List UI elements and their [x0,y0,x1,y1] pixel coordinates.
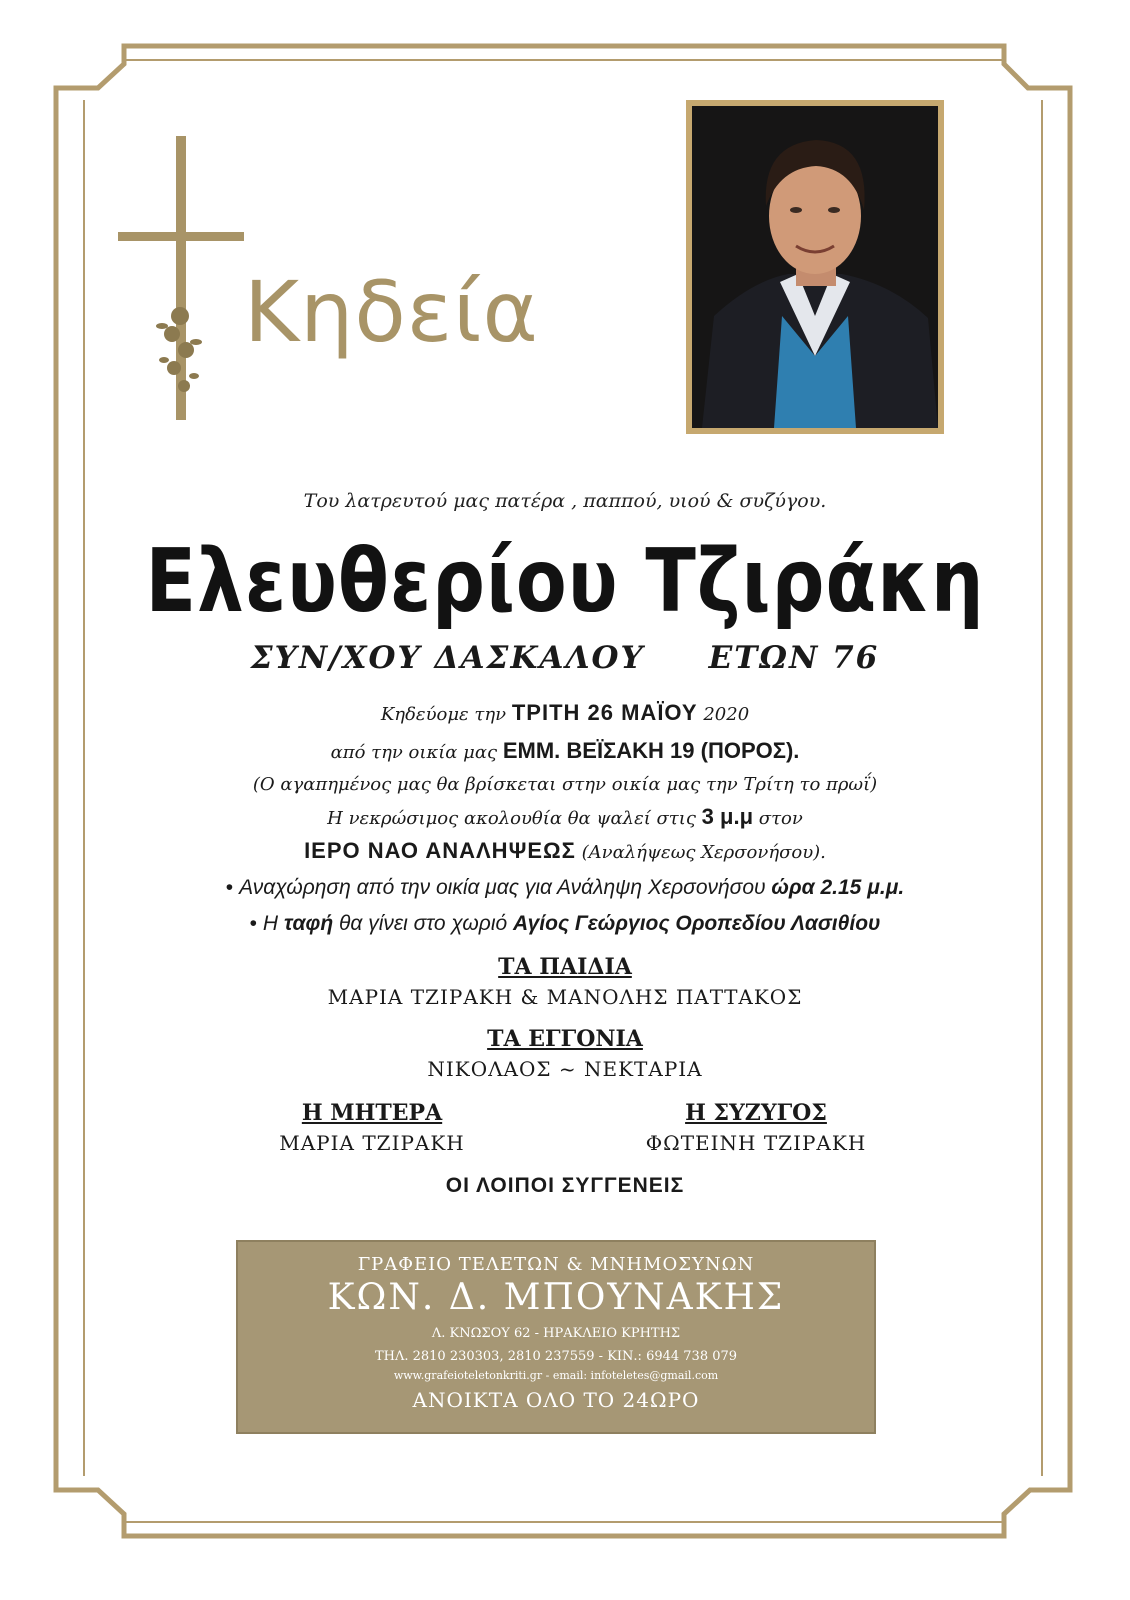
service-prefix: Η νεκρώσιμος ακολουθία θα ψαλεί στις [327,808,696,829]
grandchildren-names: ΝΙΚΟΛΑΟΣ ~ ΝΕΚΤΑΡΙΑ [427,1057,703,1081]
occupation-age-line [0,640,1130,676]
occupation: ΣΥΝ/ΧΟΥ ΔΑΣΚΑΛΟΥ [250,640,645,676]
home-address: ΕΜΜ. ΒΕΪΣΑΚΗ 19 (ΠΟΡΟΣ). [502,738,800,763]
deceased-name: Ελευθερίου Τζιράκη [145,530,985,633]
departure-line [0,876,1130,900]
burial-word: ταφή [283,912,334,935]
funeral-date-line [0,700,1130,726]
funeral-home-box [236,1240,876,1434]
service-time: 3 μ.μ [701,804,754,829]
burial-prefix: Η [262,912,279,935]
departure-text: Αναχώρηση από την οικία μας για Ανάληψη Χερσονήσου [239,876,766,899]
departure-time: ώρα 2.15 μ.μ. [771,876,905,899]
other-relatives: ΟΙ ΛΟΙΠΟΙ ΣΥΓΓΕΝΕΙΣ [445,1174,685,1197]
children-heading: ΤΑ ΠΑΙΔΙΑ [498,954,632,980]
church-name: ΙΕΡΟ ΝΑΟ ΑΝΑΛΗΨΕΩΣ [304,838,576,863]
bullet-icon: • [249,912,257,935]
office-phones: ΤΗΛ. 2810 230303, 2810 237559 - ΚΙΝ.: 6944 738 079 [374,1349,738,1364]
age: ΕΤΩΝ 76 [708,640,880,676]
children-names: ΜΑΡΙΑ ΤΖΙΡΑΚΗ & ΜΑΝΟΛΗΣ ΠΑΤΤΑΚΟΣ [327,985,803,1009]
church-location: (Αναλήψεως Χερσονήσου). [581,842,826,863]
mother-heading: Η ΜΗΤΕΡΑ [301,1100,443,1126]
address-prefix: από την οικία μας [330,742,498,763]
address-line [0,738,1130,764]
cross-icon [118,136,244,420]
portrait-frame [686,100,944,434]
burial-mid: θα γίνει στο χωριό [339,912,508,935]
viewing-note: (Ο αγαπημένος μας θα βρίσκεται στην οικία μας την Τρίτη το πρωΐ) [252,774,878,795]
wife-heading: Η ΣΥΖΥΓΟΣ [685,1100,827,1126]
service-time-line [0,804,1130,830]
wife-name: ΦΩΤΕΙΝΗ ΤΖΙΡΑΚΗ [645,1131,867,1155]
owner-name: ΚΩΝ. Δ. ΜΠΟΥΝΑΚΗΣ [327,1277,785,1318]
service-suffix: στον [758,808,803,829]
bullet-icon: • [225,876,234,899]
burial-line [0,912,1130,936]
funeral-year: 2020 [703,704,750,725]
grandchildren-heading: ΤΑ ΕΓΓΟΝΙΑ [487,1026,643,1052]
office-web-email: www.grafeioteletonkriti.gr - email: infoteletes@gmail.com [393,1369,719,1382]
portrait-photo [692,106,938,428]
office-address: Λ. ΚΝΩΣΟΥ 62 - ΗΡΑΚΛΕΙΟ ΚΡΗΤΗΣ [431,1326,681,1341]
funeral-day: ΤΡΙΤΗ 26 ΜΑΪΟΥ [511,700,698,725]
office-hours: ΑΝΟΙΚΤΑ ΟΛΟ ΤΟ 24ΩΡΟ [412,1388,700,1412]
page-title: Κηδεία [244,263,539,361]
mother-name: ΜΑΡΙΑ ΤΖΙΡΑΚΗ [279,1131,465,1155]
intro-line: Του λατρευτού μας πατέρα , παππού, υιού & συζύγου. [303,490,827,512]
burial-place: Αγίος Γεώργιος Οροπεδίου Λασιθίου [513,912,881,935]
office-title: ΓΡΑΦΕΙΟ ΤΕΛΕΤΩΝ & ΜΝΗΜΟΣΥΝΩΝ [357,1254,755,1275]
date-prefix: Κηδεύομε την [380,704,507,725]
church-line [0,838,1130,864]
